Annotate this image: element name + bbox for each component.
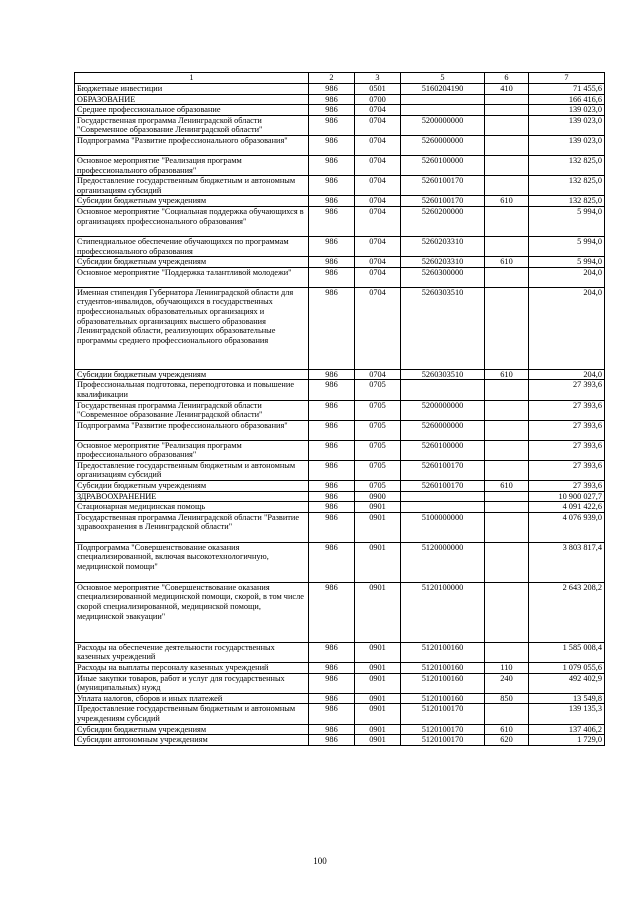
row-name: Профессиональная подготовка, переподготовка и повышение квалификации bbox=[75, 380, 309, 400]
table-row bbox=[75, 704, 605, 724]
row-vr bbox=[485, 420, 529, 440]
table-row bbox=[75, 287, 605, 369]
row-grbs: 986 bbox=[309, 704, 355, 724]
row-grbs: 986 bbox=[309, 642, 355, 662]
row-sum: 132 825,0 bbox=[529, 155, 605, 175]
row-name: Среднее профессиональное образование bbox=[75, 105, 309, 116]
header-col-7: 7 bbox=[529, 73, 605, 84]
row-sum: 27 393,6 bbox=[529, 460, 605, 480]
row-sum: 1 079 055,6 bbox=[529, 663, 605, 674]
row-sum: 166 416,6 bbox=[529, 94, 605, 105]
row-target bbox=[401, 105, 485, 116]
row-grbs: 986 bbox=[309, 420, 355, 440]
row-target: 5260000000 bbox=[401, 420, 485, 440]
row-target bbox=[401, 502, 485, 513]
row-name: Основное мероприятие "Реализация программ профессионального образования" bbox=[75, 440, 309, 460]
row-target: 5120100170 bbox=[401, 724, 485, 735]
row-section: 0705 bbox=[355, 460, 401, 480]
row-vr bbox=[485, 704, 529, 724]
page-number: 100 bbox=[313, 856, 327, 866]
row-target bbox=[401, 491, 485, 502]
row-section: 0704 bbox=[355, 115, 401, 135]
row-sum: 27 393,6 bbox=[529, 420, 605, 440]
table-row bbox=[75, 491, 605, 502]
row-vr: 110 bbox=[485, 663, 529, 674]
row-section: 0704 bbox=[355, 236, 401, 256]
row-grbs: 986 bbox=[309, 115, 355, 135]
row-grbs: 986 bbox=[309, 542, 355, 582]
row-target: 5260100000 bbox=[401, 155, 485, 175]
table-row bbox=[75, 673, 605, 693]
row-sum: 2 643 208,2 bbox=[529, 582, 605, 642]
row-name: Государственная программа Ленинградской области "Современное образование Ленинградской области" bbox=[75, 400, 309, 420]
row-vr: 610 bbox=[485, 196, 529, 207]
row-section: 0901 bbox=[355, 704, 401, 724]
row-target: 5260100170 bbox=[401, 460, 485, 480]
row-vr: 610 bbox=[485, 724, 529, 735]
row-name: Основное мероприятие "Реализация программ профессионального образования" bbox=[75, 155, 309, 175]
row-grbs: 986 bbox=[309, 491, 355, 502]
table-row bbox=[75, 267, 605, 287]
table-header-row bbox=[75, 73, 605, 84]
table-row bbox=[75, 440, 605, 460]
row-section: 0704 bbox=[355, 176, 401, 196]
row-name: Субсидии бюджетным учреждениям bbox=[75, 481, 309, 492]
row-target: 5120000000 bbox=[401, 542, 485, 582]
table-row bbox=[75, 481, 605, 492]
row-target: 5120100170 bbox=[401, 735, 485, 746]
row-name: Основное мероприятие "Совершенствование оказания специализированной медицинской помощи, скорой, в том числе скорой специализированной, медицинской помощи, медицинской эвакуации" bbox=[75, 582, 309, 642]
row-sum: 27 393,6 bbox=[529, 380, 605, 400]
row-name: Субсидии автономным учреждениям bbox=[75, 735, 309, 746]
row-grbs: 986 bbox=[309, 84, 355, 95]
row-vr bbox=[485, 206, 529, 236]
row-target: 5120100000 bbox=[401, 582, 485, 642]
header-col-3: 3 bbox=[355, 73, 401, 84]
row-vr: 610 bbox=[485, 369, 529, 380]
table-row bbox=[75, 542, 605, 582]
row-vr bbox=[485, 380, 529, 400]
row-grbs: 986 bbox=[309, 267, 355, 287]
budget-table bbox=[74, 72, 605, 746]
row-sum: 3 803 817,4 bbox=[529, 542, 605, 582]
table-row bbox=[75, 206, 605, 236]
row-section: 0501 bbox=[355, 84, 401, 95]
row-sum: 5 994,0 bbox=[529, 206, 605, 236]
row-vr bbox=[485, 460, 529, 480]
row-vr bbox=[485, 512, 529, 542]
row-target: 5260100170 bbox=[401, 176, 485, 196]
table-row bbox=[75, 724, 605, 735]
row-name: Подпрограмма "Развитие профессионального образования" bbox=[75, 420, 309, 440]
header-col-2: 2 bbox=[309, 73, 355, 84]
row-grbs: 986 bbox=[309, 94, 355, 105]
row-name: ОБРАЗОВАНИЕ bbox=[75, 94, 309, 105]
row-name: Именная стипендия Губернатора Ленинградской области для студентов-инвалидов, обучающихся в государственных профессиональных образовательных организациях и образовательных организациях высшего образования Ленинградской области, реализующих образовательные программы среднего профессионального образования bbox=[75, 287, 309, 369]
row-target: 5260303510 bbox=[401, 369, 485, 380]
row-sum: 27 393,6 bbox=[529, 440, 605, 460]
row-target: 5120100160 bbox=[401, 673, 485, 693]
row-section: 0700 bbox=[355, 94, 401, 105]
row-vr bbox=[485, 400, 529, 420]
header-col-5: 5 bbox=[401, 73, 485, 84]
row-vr bbox=[485, 135, 529, 155]
row-sum: 4 091 422,6 bbox=[529, 502, 605, 513]
row-vr: 850 bbox=[485, 693, 529, 704]
row-name: Подпрограмма "Совершенствование оказания специализированной, включая высокотехнологичную, медицинской помощи" bbox=[75, 542, 309, 582]
row-sum: 27 393,6 bbox=[529, 481, 605, 492]
row-grbs: 986 bbox=[309, 440, 355, 460]
row-vr bbox=[485, 105, 529, 116]
table-body bbox=[75, 73, 605, 746]
row-section: 0704 bbox=[355, 287, 401, 369]
row-vr bbox=[485, 176, 529, 196]
row-grbs: 986 bbox=[309, 135, 355, 155]
row-section: 0704 bbox=[355, 267, 401, 287]
table-row bbox=[75, 380, 605, 400]
row-sum: 4 076 939,0 bbox=[529, 512, 605, 542]
row-target bbox=[401, 380, 485, 400]
row-vr bbox=[485, 115, 529, 135]
row-section: 0704 bbox=[355, 196, 401, 207]
row-vr: 240 bbox=[485, 673, 529, 693]
row-section: 0901 bbox=[355, 642, 401, 662]
row-section: 0901 bbox=[355, 512, 401, 542]
row-sum: 132 825,0 bbox=[529, 176, 605, 196]
row-vr: 610 bbox=[485, 257, 529, 268]
row-grbs: 986 bbox=[309, 673, 355, 693]
row-sum: 204,0 bbox=[529, 287, 605, 369]
table-row bbox=[75, 115, 605, 135]
row-target bbox=[401, 94, 485, 105]
row-target: 5260300000 bbox=[401, 267, 485, 287]
row-vr bbox=[485, 267, 529, 287]
row-grbs: 986 bbox=[309, 481, 355, 492]
row-section: 0704 bbox=[355, 105, 401, 116]
row-grbs: 986 bbox=[309, 206, 355, 236]
table-row bbox=[75, 642, 605, 662]
row-section: 0705 bbox=[355, 420, 401, 440]
row-sum: 139 023,0 bbox=[529, 105, 605, 116]
row-sum: 204,0 bbox=[529, 369, 605, 380]
row-grbs: 986 bbox=[309, 735, 355, 746]
row-vr bbox=[485, 287, 529, 369]
table-row bbox=[75, 257, 605, 268]
row-section: 0705 bbox=[355, 481, 401, 492]
row-target: 5120100160 bbox=[401, 642, 485, 662]
row-target: 5260100170 bbox=[401, 196, 485, 207]
row-name: Иные закупки товаров, работ и услуг для государственных (муниципальных) нужд bbox=[75, 673, 309, 693]
row-vr: 410 bbox=[485, 84, 529, 95]
table-row bbox=[75, 94, 605, 105]
row-sum: 5 994,0 bbox=[529, 236, 605, 256]
row-target: 5260203310 bbox=[401, 236, 485, 256]
table-row bbox=[75, 663, 605, 674]
table-row bbox=[75, 236, 605, 256]
row-vr bbox=[485, 491, 529, 502]
row-section: 0704 bbox=[355, 257, 401, 268]
row-target: 5260000000 bbox=[401, 135, 485, 155]
row-grbs: 986 bbox=[309, 512, 355, 542]
row-vr bbox=[485, 582, 529, 642]
table-row bbox=[75, 84, 605, 95]
row-section: 0901 bbox=[355, 735, 401, 746]
row-sum: 139 023,0 bbox=[529, 115, 605, 135]
row-grbs: 986 bbox=[309, 380, 355, 400]
row-section: 0901 bbox=[355, 693, 401, 704]
table-row bbox=[75, 735, 605, 746]
row-target: 5160204190 bbox=[401, 84, 485, 95]
row-grbs: 986 bbox=[309, 105, 355, 116]
row-target: 5200000000 bbox=[401, 115, 485, 135]
row-section: 0704 bbox=[355, 369, 401, 380]
row-target: 5120100160 bbox=[401, 663, 485, 674]
row-section: 0901 bbox=[355, 663, 401, 674]
row-sum: 1 729,0 bbox=[529, 735, 605, 746]
row-sum: 5 994,0 bbox=[529, 257, 605, 268]
table-row bbox=[75, 155, 605, 175]
row-section: 0901 bbox=[355, 673, 401, 693]
row-vr bbox=[485, 502, 529, 513]
row-target: 5120100160 bbox=[401, 693, 485, 704]
row-sum: 27 393,6 bbox=[529, 400, 605, 420]
row-grbs: 986 bbox=[309, 582, 355, 642]
row-grbs: 986 bbox=[309, 287, 355, 369]
row-grbs: 986 bbox=[309, 369, 355, 380]
row-section: 0901 bbox=[355, 582, 401, 642]
row-name: Расходы на выплаты персоналу казенных учреждений bbox=[75, 663, 309, 674]
row-grbs: 986 bbox=[309, 460, 355, 480]
table-row bbox=[75, 369, 605, 380]
row-grbs: 986 bbox=[309, 693, 355, 704]
row-name: Стипендиальное обеспечение обучающихся по программам профессионального образования bbox=[75, 236, 309, 256]
row-vr bbox=[485, 94, 529, 105]
row-sum: 139 023,0 bbox=[529, 135, 605, 155]
row-target: 5200000000 bbox=[401, 400, 485, 420]
row-sum: 1 585 008,4 bbox=[529, 642, 605, 662]
row-grbs: 986 bbox=[309, 196, 355, 207]
row-section: 0901 bbox=[355, 724, 401, 735]
row-name: Государственная программа Ленинградской области "Современное образование Ленинградской области" bbox=[75, 115, 309, 135]
row-sum: 10 900 027,7 bbox=[529, 491, 605, 502]
header-col-6: 6 bbox=[485, 73, 529, 84]
row-name: Предоставление государственным бюджетным и автономным организациям субсидий bbox=[75, 460, 309, 480]
row-sum: 137 406,2 bbox=[529, 724, 605, 735]
row-name: Расходы на обеспечение деятельности государственных казенных учреждений bbox=[75, 642, 309, 662]
row-sum: 139 135,3 bbox=[529, 704, 605, 724]
header-col-1: 1 bbox=[75, 73, 309, 84]
row-section: 0705 bbox=[355, 380, 401, 400]
table-row bbox=[75, 502, 605, 513]
row-name: Основное мероприятие "Поддержка талантливой молодежи" bbox=[75, 267, 309, 287]
row-section: 0705 bbox=[355, 400, 401, 420]
table-row bbox=[75, 196, 605, 207]
row-section: 0704 bbox=[355, 206, 401, 236]
row-grbs: 986 bbox=[309, 236, 355, 256]
row-vr: 620 bbox=[485, 735, 529, 746]
row-grbs: 986 bbox=[309, 663, 355, 674]
table-row bbox=[75, 176, 605, 196]
row-name: Предоставление государственным бюджетным и автономным учреждениям субсидий bbox=[75, 704, 309, 724]
row-name: Государственная программа Ленинградской области "Развитие здравоохранения в Ленинградской области" bbox=[75, 512, 309, 542]
row-sum: 13 549,8 bbox=[529, 693, 605, 704]
row-name: Стационарная медицинская помощь bbox=[75, 502, 309, 513]
row-grbs: 986 bbox=[309, 502, 355, 513]
row-section: 0900 bbox=[355, 491, 401, 502]
row-section: 0705 bbox=[355, 440, 401, 460]
row-name: Субсидии бюджетным учреждениям bbox=[75, 196, 309, 207]
row-vr bbox=[485, 155, 529, 175]
row-sum: 492 402,9 bbox=[529, 673, 605, 693]
table-row bbox=[75, 582, 605, 642]
row-section: 0901 bbox=[355, 502, 401, 513]
table-row bbox=[75, 460, 605, 480]
row-section: 0704 bbox=[355, 155, 401, 175]
row-target: 5260203310 bbox=[401, 257, 485, 268]
row-name: Субсидии бюджетным учреждениям bbox=[75, 724, 309, 735]
row-name: Субсидии бюджетным учреждениям bbox=[75, 257, 309, 268]
row-target: 5120100170 bbox=[401, 704, 485, 724]
row-grbs: 986 bbox=[309, 155, 355, 175]
row-grbs: 986 bbox=[309, 724, 355, 735]
row-sum: 132 825,0 bbox=[529, 196, 605, 207]
row-grbs: 986 bbox=[309, 257, 355, 268]
row-name: Субсидии бюджетным учреждениям bbox=[75, 369, 309, 380]
row-name: Основное мероприятие "Социальная поддержка обучающихся в организациях профессионального образования" bbox=[75, 206, 309, 236]
row-name: Бюджетные инвестиции bbox=[75, 84, 309, 95]
row-section: 0901 bbox=[355, 542, 401, 582]
row-vr bbox=[485, 542, 529, 582]
row-target: 5260100000 bbox=[401, 440, 485, 460]
table-row bbox=[75, 420, 605, 440]
row-name: Подпрограмма "Развитие профессионального образования" bbox=[75, 135, 309, 155]
row-vr: 610 bbox=[485, 481, 529, 492]
table-row bbox=[75, 400, 605, 420]
row-target: 5100000000 bbox=[401, 512, 485, 542]
row-vr bbox=[485, 440, 529, 460]
table-row bbox=[75, 135, 605, 155]
table-row bbox=[75, 512, 605, 542]
row-name: Предоставление государственным бюджетным и автономным организациям субсидий bbox=[75, 176, 309, 196]
row-target: 5260200000 bbox=[401, 206, 485, 236]
row-vr bbox=[485, 236, 529, 256]
row-sum: 71 455,6 bbox=[529, 84, 605, 95]
row-section: 0704 bbox=[355, 135, 401, 155]
row-name: ЗДРАВООХРАНЕНИЕ bbox=[75, 491, 309, 502]
row-name: Уплата налогов, сборов и иных платежей bbox=[75, 693, 309, 704]
row-target: 5260303510 bbox=[401, 287, 485, 369]
row-vr bbox=[485, 642, 529, 662]
table-row bbox=[75, 105, 605, 116]
row-grbs: 986 bbox=[309, 400, 355, 420]
table-row bbox=[75, 693, 605, 704]
row-grbs: 986 bbox=[309, 176, 355, 196]
row-target: 5260100170 bbox=[401, 481, 485, 492]
row-sum: 204,0 bbox=[529, 267, 605, 287]
